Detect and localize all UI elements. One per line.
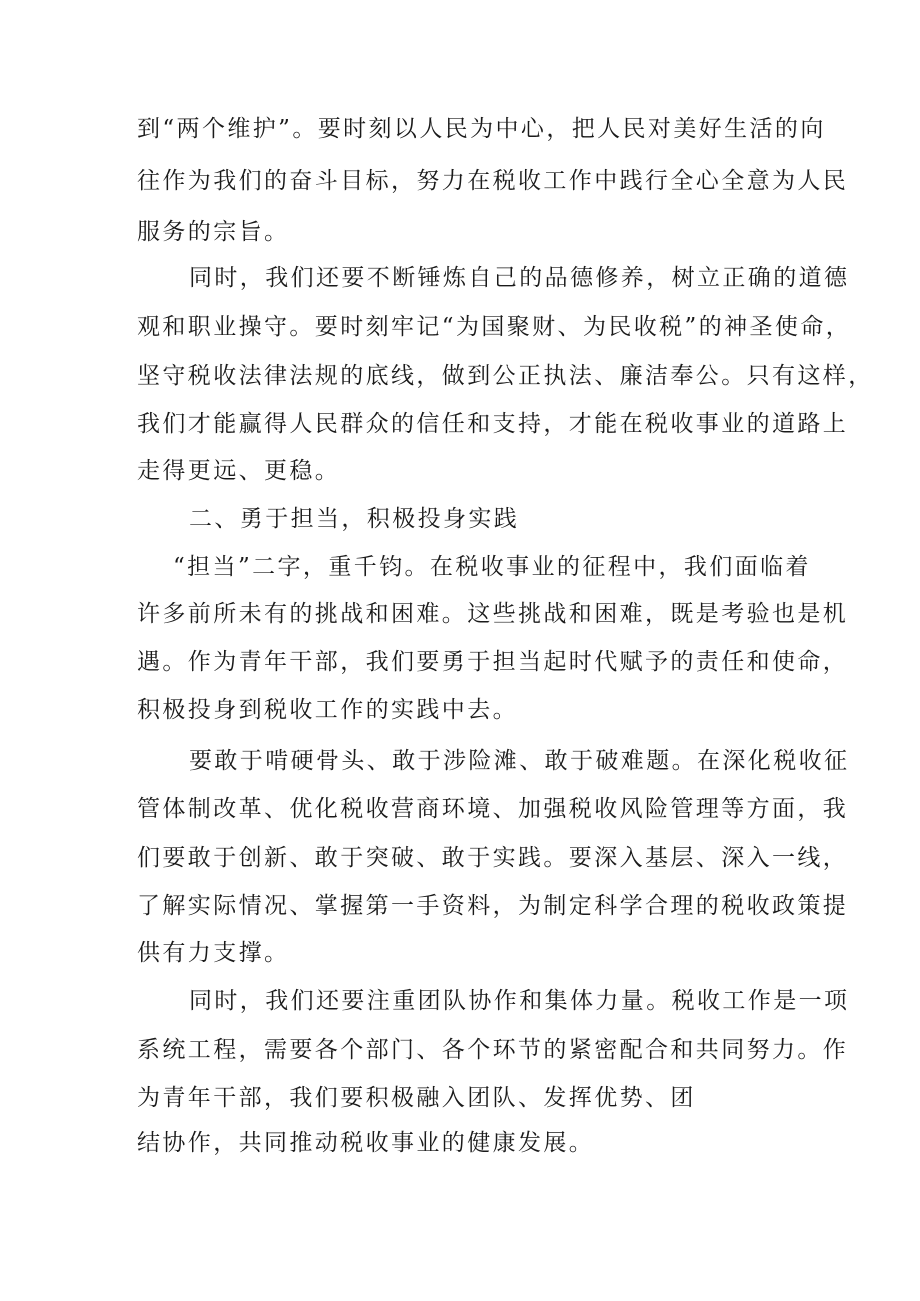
text-line: 坚守税收法律法规的底线，做到公正执法、廉洁奉公。只有这样，	[137, 363, 874, 389]
text-line: 供有力支撑。	[137, 940, 290, 966]
text-line: 到“两个维护”。要时刻以人民为中心，把人民对美好生活的向	[137, 116, 826, 142]
text-line: 观和职业操守。要时刻牢记“为国聚财、为民收税”的神圣使命，	[137, 314, 852, 340]
text-line: 遇。作为青年干部，我们要勇于担当起时代赋予的责任和使命，	[137, 649, 849, 675]
text-line: 我们才能赢得人民群众的信任和支持，才能在税收事业的道路上	[137, 411, 849, 437]
text-line: 管体制改革、优化税收营商环境、加强税收风险管理等方面，我	[137, 796, 849, 822]
text-line: “担当”二字，重千钧。在税收事业的征程中，我们面临着	[173, 554, 811, 580]
text-line: 们要敢于创新、敢于突破、敢于实践。要深入基层、深入一线，	[137, 845, 849, 871]
text-line: 系统工程，需要各个部门、各个环节的紧密配合和共同努力。作	[137, 1037, 849, 1063]
text-line: 了解实际情况、掌握第一手资料，为制定科学合理的税收政策提	[137, 893, 849, 919]
text-line: 走得更远、更稳。	[137, 458, 341, 484]
text-line: 往作为我们的奋斗目标，努力在税收工作中践行全心全意为人民	[137, 168, 849, 194]
text-line: 结协作，共同推动税收事业的健康发展。	[137, 1130, 595, 1156]
text-line: 同时，我们还要不断锤炼自己的品德修养，树立正确的道德	[189, 265, 850, 291]
text-line: 服务的宗旨。	[137, 219, 290, 245]
text-line: 为青年干部，我们要积极融入团队、发挥优势、团	[137, 1085, 696, 1111]
text-line: 同时，我们还要注重团队协作和集体力量。税收工作是一项	[189, 988, 850, 1014]
text-line: 要敢于啃硬骨头、敢于涉险滩、敢于破难题。在深化税收征	[189, 748, 850, 774]
text-line: 积极投身到税收工作的实践中去。	[137, 697, 518, 723]
section-heading: 二、勇于担当，积极投身实践	[189, 506, 520, 532]
text-line: 许多前所未有的挑战和困难。这些挑战和困难，既是考验也是机	[137, 601, 849, 627]
